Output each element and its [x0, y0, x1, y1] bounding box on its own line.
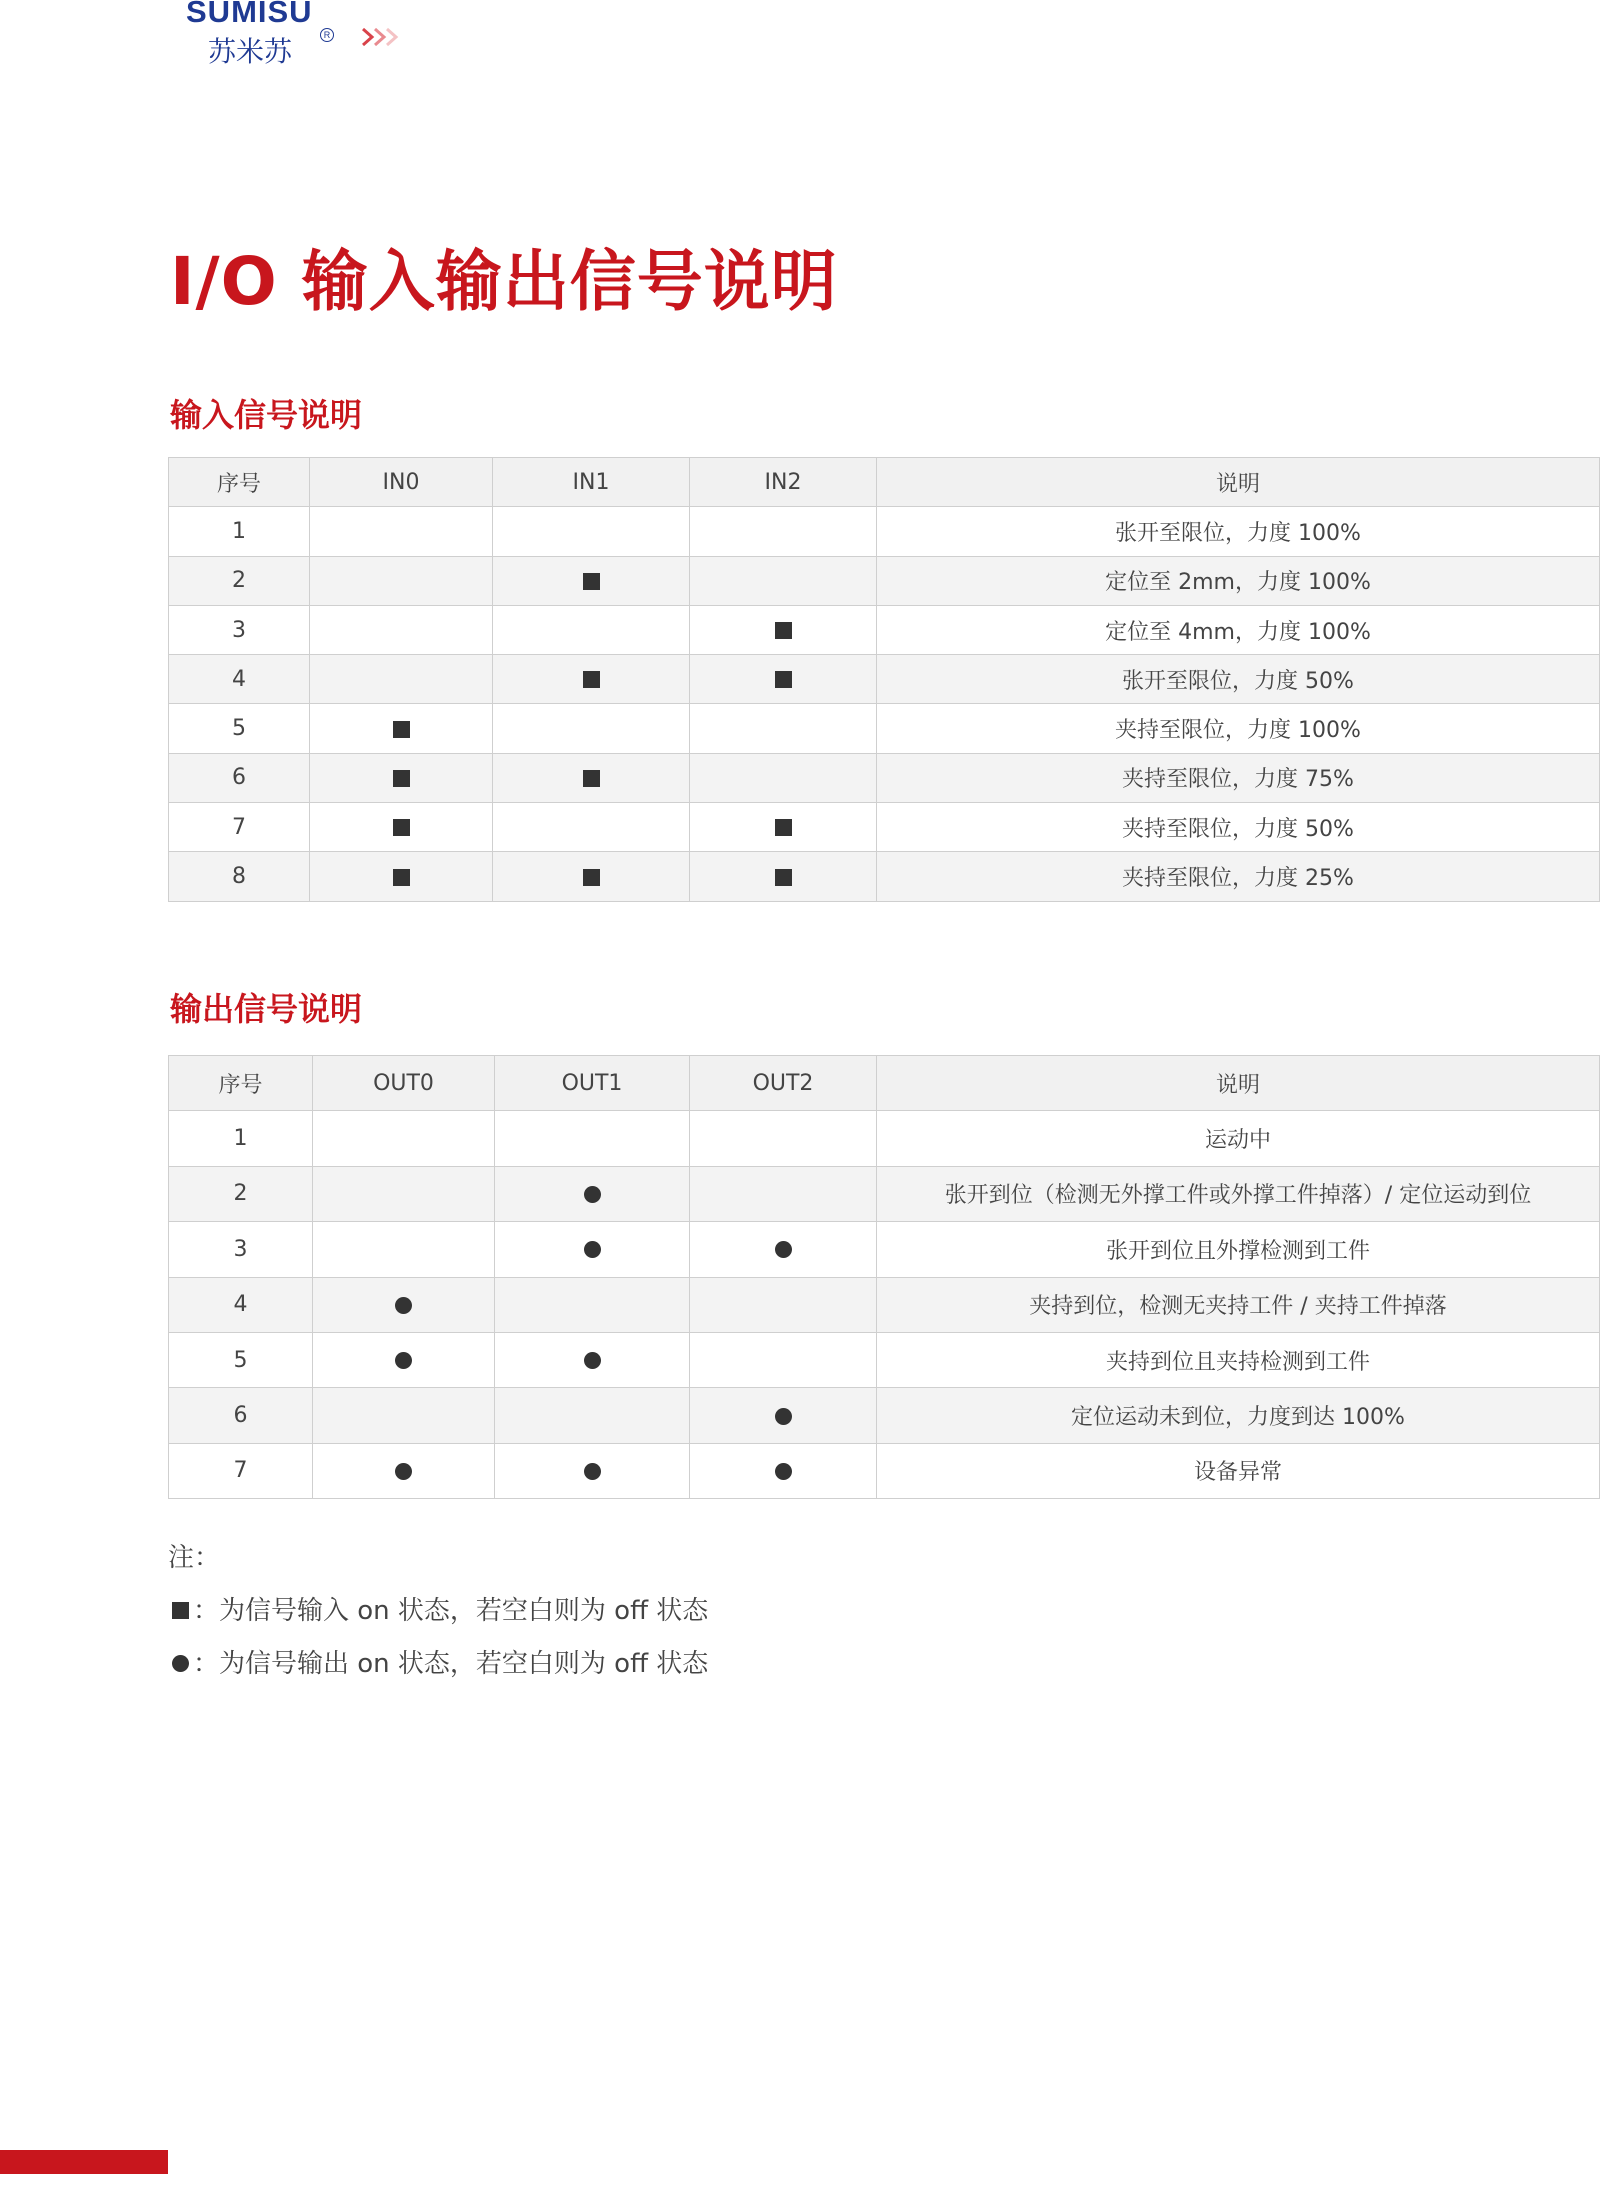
out-cell [690, 1277, 877, 1332]
filled-square-icon [393, 819, 410, 836]
out-cell [313, 1388, 495, 1443]
filled-circle-icon [395, 1352, 412, 1369]
filled-circle-icon [775, 1463, 792, 1480]
row-index: 5 [169, 1332, 313, 1387]
table-row [169, 1443, 1600, 1498]
in-cell [493, 556, 690, 605]
filled-square-icon [583, 770, 600, 787]
table-row [169, 753, 1600, 802]
row-description: 夹持至限位，力度 100% [877, 704, 1600, 753]
in-cell [690, 507, 877, 556]
header-description: 说明 [877, 1056, 1600, 1111]
out-cell [495, 1388, 690, 1443]
note-output-symbol [168, 1643, 708, 1680]
filled-square-icon [583, 671, 600, 688]
header-in0: IN0 [310, 458, 493, 507]
in-cell [310, 556, 493, 605]
row-index: 3 [169, 1222, 313, 1277]
row-description: 定位至 4mm，力度 100% [877, 605, 1600, 654]
out-cell [495, 1277, 690, 1332]
note-output-text: ：为信号输出 on 状态，若空白则为 off 状态 [193, 1649, 709, 1679]
brand-logo [186, 0, 336, 70]
row-index: 1 [169, 1111, 313, 1166]
out-cell [313, 1111, 495, 1166]
in-cell [493, 753, 690, 802]
row-description: 张开至限位，力度 50% [877, 655, 1600, 704]
in-cell [690, 704, 877, 753]
filled-circle-icon [775, 1241, 792, 1258]
header-in1: IN1 [493, 458, 690, 507]
in-cell [690, 753, 877, 802]
table-header-row [169, 458, 1600, 507]
filled-circle-icon [395, 1463, 412, 1480]
row-description: 设备异常 [877, 1443, 1600, 1498]
row-index: 3 [169, 605, 310, 654]
input-signal-table [168, 457, 1600, 902]
table-row [169, 852, 1600, 901]
out-cell [495, 1166, 690, 1221]
in-cell [690, 852, 877, 901]
filled-square-icon [775, 671, 792, 688]
note-input-text: ：为信号输入 on 状态，若空白则为 off 状态 [193, 1596, 709, 1626]
header-index: 序号 [169, 1056, 313, 1111]
row-description: 夹持至限位，力度 25% [877, 852, 1600, 901]
double-chevron-right-icon [361, 26, 407, 48]
table-row [169, 655, 1600, 704]
filled-circle-icon [584, 1241, 601, 1258]
in-cell [493, 655, 690, 704]
in-cell [310, 655, 493, 704]
in-cell [493, 704, 690, 753]
out-cell [690, 1166, 877, 1221]
out-cell [690, 1222, 877, 1277]
row-description: 张开至限位，力度 100% [877, 507, 1600, 556]
note-input-symbol [168, 1590, 708, 1627]
out-cell [313, 1332, 495, 1387]
filled-square-icon [172, 1602, 189, 1619]
filled-square-icon [393, 721, 410, 738]
table-row [169, 1277, 1600, 1332]
in-cell [493, 507, 690, 556]
row-description: 夹持至限位，力度 50% [877, 803, 1600, 852]
filled-circle-icon [395, 1297, 412, 1314]
out-cell [313, 1222, 495, 1277]
row-index: 7 [169, 803, 310, 852]
in-cell [690, 605, 877, 654]
in-cell [310, 753, 493, 802]
out-cell [313, 1166, 495, 1221]
row-description: 夹持到位且夹持检测到工件 [877, 1332, 1600, 1387]
out-cell [495, 1443, 690, 1498]
table-row [169, 1222, 1600, 1277]
out-cell [690, 1388, 877, 1443]
out-cell [313, 1277, 495, 1332]
row-description: 张开到位且外撑检测到工件 [877, 1222, 1600, 1277]
row-description: 运动中 [877, 1111, 1600, 1166]
table-row [169, 1332, 1600, 1387]
filled-square-icon [775, 622, 792, 639]
row-index: 7 [169, 1443, 313, 1498]
row-index: 4 [169, 1277, 313, 1332]
filled-circle-icon [584, 1463, 601, 1480]
page-title: I/O 输入输出信号说明 [170, 243, 838, 320]
row-index: 5 [169, 704, 310, 753]
row-index: 8 [169, 852, 310, 901]
header-in2: IN2 [690, 458, 877, 507]
out-cell [690, 1443, 877, 1498]
out-cell [690, 1332, 877, 1387]
row-index: 2 [169, 556, 310, 605]
filled-circle-icon [584, 1352, 601, 1369]
row-index: 6 [169, 753, 310, 802]
row-description: 夹持到位，检测无夹持工件 / 夹持工件掉落 [877, 1277, 1600, 1332]
row-index: 6 [169, 1388, 313, 1443]
filled-square-icon [583, 573, 600, 590]
out-cell [313, 1443, 495, 1498]
table-row [169, 1388, 1600, 1443]
in-cell [690, 803, 877, 852]
filled-circle-icon [775, 1408, 792, 1425]
table-row [169, 1166, 1600, 1221]
header-out0: OUT0 [313, 1056, 495, 1111]
in-cell [310, 803, 493, 852]
row-description: 定位至 2mm，力度 100% [877, 556, 1600, 605]
in-cell [493, 803, 690, 852]
table-row [169, 507, 1600, 556]
row-description: 张开到位（检测无外撑工件或外撑工件掉落）/ 定位运动到位 [877, 1166, 1600, 1221]
in-cell [310, 507, 493, 556]
filled-circle-icon [584, 1186, 601, 1203]
filled-square-icon [775, 869, 792, 886]
in-cell [310, 852, 493, 901]
row-description: 夹持至限位，力度 75% [877, 753, 1600, 802]
table-row [169, 803, 1600, 852]
filled-square-icon [583, 869, 600, 886]
footer-accent-bar [0, 2150, 168, 2174]
table-header-row [169, 1056, 1600, 1111]
table-row [169, 704, 1600, 753]
in-cell [493, 852, 690, 901]
output-signal-table [168, 1055, 1600, 1499]
note-label: 注： [168, 1543, 221, 1573]
header-index: 序号 [169, 458, 310, 507]
filled-square-icon [775, 819, 792, 836]
filled-square-icon [393, 770, 410, 787]
in-cell [310, 704, 493, 753]
in-cell [690, 556, 877, 605]
filled-square-icon [393, 869, 410, 886]
row-description: 定位运动未到位，力度到达 100% [877, 1388, 1600, 1443]
row-index: 2 [169, 1166, 313, 1221]
header-out1: OUT1 [495, 1056, 690, 1111]
logo-text-en: SUMISU [186, 0, 313, 29]
in-cell [690, 655, 877, 704]
row-index: 1 [169, 507, 310, 556]
row-index: 4 [169, 655, 310, 704]
in-cell [310, 605, 493, 654]
input-section-title: 输入信号说明 [170, 396, 363, 434]
logo-text-cn: 苏米苏 [208, 35, 293, 68]
table-row [169, 1111, 1600, 1166]
out-cell [495, 1332, 690, 1387]
filled-circle-icon [172, 1655, 189, 1672]
in-cell [493, 605, 690, 654]
table-row [169, 556, 1600, 605]
table-row [169, 605, 1600, 654]
header-description: 说明 [877, 458, 1600, 507]
out-cell [495, 1111, 690, 1166]
registered-mark: R [320, 28, 334, 42]
header-out2: OUT2 [690, 1056, 877, 1111]
out-cell [690, 1111, 877, 1166]
out-cell [495, 1222, 690, 1277]
output-section-title: 输出信号说明 [170, 990, 363, 1028]
